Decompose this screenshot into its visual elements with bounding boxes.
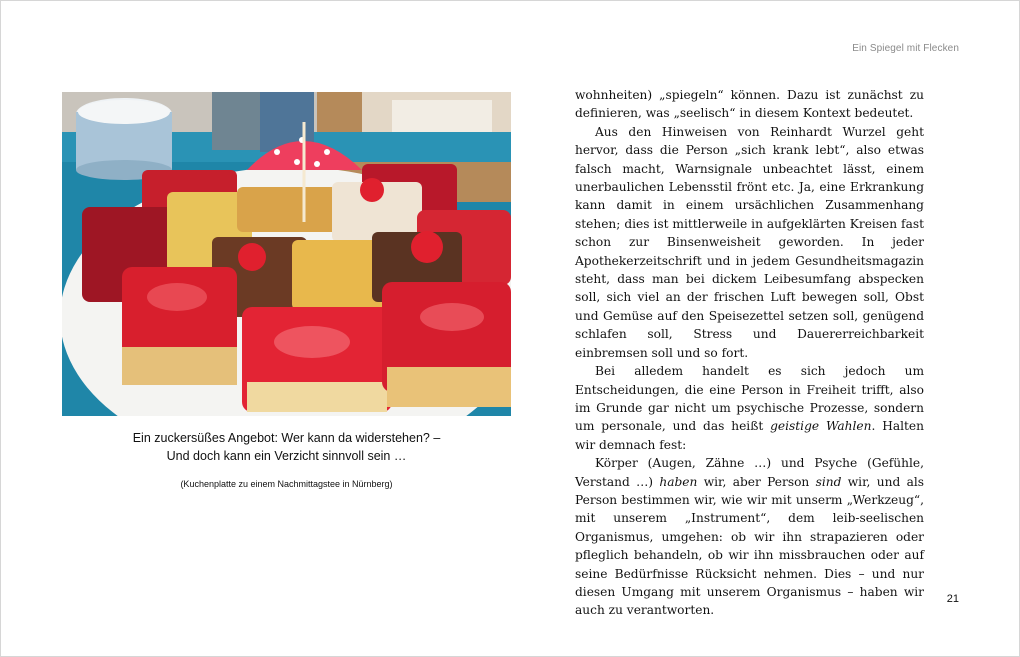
emphasis-sind: sind: [815, 474, 842, 489]
emphasis-geistige-wahlen: geistige Wahlen: [770, 419, 872, 434]
paragraph-2: Aus den Hinweisen von Reinhardt Wurzel geht hervor, dass die Person „sich krank lebt“, also etwas falsch macht, Warnsignale unbeachtet lässt, einem unerbaulichen Lebensstil frönt etc. Ja, eine Erkrankung kann damit in einem ursächlichen Zusammenhang stehen; dies ist mittlerweile in aufgeklärten Kreisen fast schon zur Binsenweisheit geworden. In jeder Apothekerzeitschrift und in jedem Gesundheitsmagazin steht, dass man bei dickem Leibesumfang abspecken soll, sich viel an der frischen Luft bewegen soll, Obst und Gemüse auf den Speisezettel setzen soll, genügend schlafen soll, Stress und Dauererreichbarkeit einbremsen soll und so fort.: [575, 124, 924, 360]
caption-line-2: Und doch kann ein Verzicht sinnvoll sein …: [166, 449, 407, 463]
cake-platter-illustration: [62, 92, 511, 416]
paragraph-3: Bei alledem handelt es sich jedoch um Entscheidungen, die eine Person in Freiheit trifft, also im Grunde gar nicht um psychische Prozesse, sondern um personale, und das heißt geistige Wahlen. Halten wir demnach fest:: [575, 364, 924, 452]
paragraph-1: wohnheiten) „spiegeln“ können. Dazu ist zunächst zu definieren, was „seelisch“ in diesem Kontext bedeutet.: [575, 88, 924, 121]
body-text: [575, 86, 924, 620]
photo-credit: (Kuchenplatte zu einem Nachmittagstee in Nürnberg): [180, 479, 393, 489]
running-head: Ein Spiegel mit Flecken: [852, 43, 959, 54]
emphasis-haben: haben: [659, 474, 698, 489]
caption-line-1: Ein zuckersüßes Angebot: Wer kann da widerstehen? –: [132, 431, 441, 445]
photo-caption: [62, 429, 511, 465]
page-number: 21: [946, 593, 959, 605]
cake-photo: [62, 92, 511, 416]
paragraph-4: Körper (Augen, Zähne …) und Psyche (Gefühle, Verstand …) haben wir, aber Person sind wir, und als Person bestimmen wir, wie wir mit unserm „Werkzeug“, mit unserem „Instrument“, dem leib-seelischen Organismus, umgehen: ob wir ihn strapazieren oder pfleglich behandeln, ob wir ihn missbrauchen oder auf seine Bedürfnisse Rücksicht nehmen. Dies – und nur diesen Umgang mit unserem Organismus – haben wir auch zu verantworten.: [575, 456, 925, 618]
